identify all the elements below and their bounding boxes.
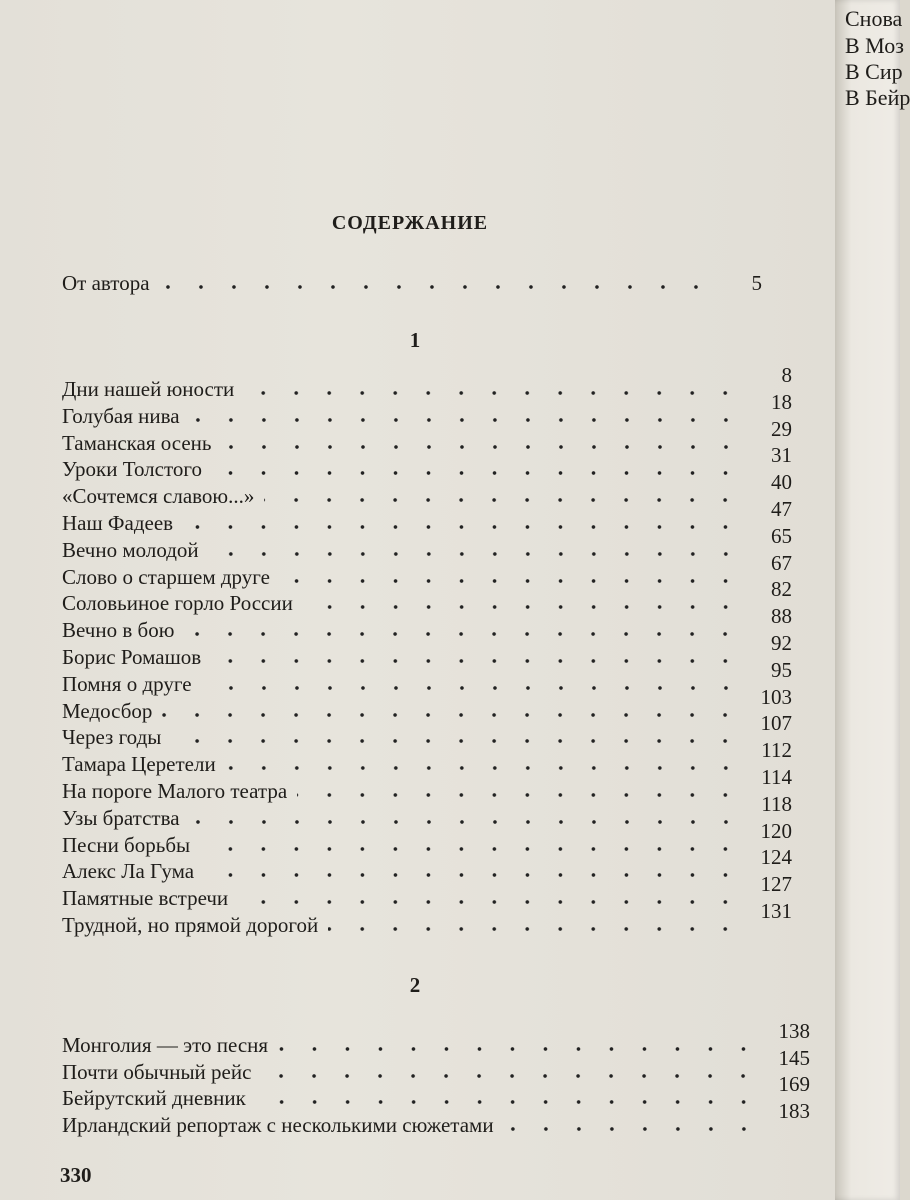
dot-leader (504, 1126, 760, 1132)
toc-entry-title: Трудной, но прямой дорогой (62, 913, 319, 937)
toc-entry-title: От автора (62, 271, 150, 295)
dot-leader (171, 738, 742, 744)
toc-entry-title: Вечно в бою (62, 618, 175, 643)
toc-entry-page: 120 (760, 818, 792, 843)
toc-entry-title: Через годы (62, 725, 162, 750)
toc-entry-title: Узы братства (62, 805, 180, 830)
toc-entry-page: 40 (771, 470, 792, 495)
toc-entry-page: 103 (760, 684, 792, 709)
toc-entry-title: Тамара Церетели (62, 752, 216, 777)
toc-entry-page: 18 (771, 389, 792, 414)
dot-leader (190, 417, 742, 423)
toc-entry-page: 107 (760, 711, 792, 736)
toc-entry-page: 183 (778, 1098, 810, 1123)
toc-entry-title: Медосбор (62, 698, 153, 723)
toc-entry-page: 67 (771, 550, 792, 575)
toc-entry-title: Наш Фадеев (62, 511, 174, 535)
toc-entry-title: Вечно молодой (62, 537, 199, 562)
toc-entry-title: «Сочтемся славою...» (62, 484, 255, 509)
toc-entry-title: Бейрутский дневник (62, 1086, 246, 1110)
dot-leader (297, 792, 742, 798)
toc-entry-page: 95 (771, 657, 792, 682)
toc-entry-page: 114 (761, 765, 792, 789)
toc-entry (62, 470, 792, 509)
contents-heading: СОДЕРЖАНИЕ (331, 212, 489, 234)
toc-entry-title: Уроки Толстого (62, 457, 202, 482)
toc-entry (62, 363, 792, 402)
toc-entry-page: 5 (751, 271, 762, 295)
toc-entry-title: Алекс Ла Гума (62, 859, 195, 884)
dot-leader (204, 872, 742, 878)
toc-entry (62, 497, 792, 536)
toc-entry (62, 1072, 810, 1111)
toc-entry-title: Ирландский репортаж с несколькими сюжетами (62, 1112, 494, 1137)
toc-entry-page: 169 (778, 1072, 810, 1096)
toc-entry-page: 112 (761, 738, 792, 763)
dot-leader (211, 658, 742, 664)
toc-entry-title: Песни борьбы (62, 832, 191, 857)
dot-leader (162, 712, 742, 718)
adjacent-page-word: В Моз (845, 33, 904, 58)
dot-leader (256, 1099, 760, 1105)
adjacent-page-edge (835, 0, 910, 1200)
dot-leader (226, 765, 742, 771)
adjacent-page-word: Снова (845, 6, 903, 31)
dot-leader (160, 284, 712, 290)
adjacent-page-word: В Бейр (845, 85, 910, 110)
toc-entry (62, 684, 792, 724)
section-number: 2 (409, 973, 421, 997)
toc-entry-title: Соловьиное горло России (62, 591, 293, 616)
toc-entry (62, 443, 792, 482)
toc-entry-title: Почти обычный рейс (62, 1059, 252, 1084)
toc-entry-page: 138 (778, 1019, 810, 1043)
toc-entry-title: На пороге Малого театра (62, 779, 288, 803)
toc-entry-page: 47 (771, 497, 792, 521)
toc-entry-page: 145 (778, 1045, 810, 1070)
toc-entry (62, 845, 792, 884)
section-number: 1 (409, 328, 421, 352)
toc-entry-page: 88 (771, 604, 792, 629)
toc-entry-title: Слово о старшем друге (62, 564, 270, 589)
dot-leader (183, 524, 742, 530)
dot-leader (278, 1046, 760, 1052)
toc-entry (62, 738, 792, 777)
dot-leader (264, 497, 742, 503)
toc-entry (62, 899, 792, 938)
toc-entry (62, 818, 792, 858)
toc-entry (62, 416, 792, 456)
toc-entry (62, 631, 792, 670)
dot-leader (238, 899, 742, 905)
dot-leader (261, 1073, 760, 1079)
toc-entry (62, 577, 792, 616)
toc-entry-page: 8 (781, 363, 792, 387)
dot-leader (280, 578, 742, 584)
toc-entry-page: 31 (771, 443, 792, 468)
toc-entry (62, 268, 762, 296)
toc-entry-page: 29 (771, 416, 792, 441)
toc-entry (62, 550, 792, 590)
toc-entry-title: Помня о друге (62, 671, 192, 696)
dot-leader (303, 604, 742, 610)
toc-entry-title: Монголия — это песня (62, 1033, 269, 1057)
toc-entry-page: 131 (760, 899, 792, 923)
dot-leader (209, 551, 742, 557)
toc-entry (62, 711, 792, 750)
toc-entry-title: Голубая нива (62, 403, 180, 428)
toc-entry-page: 82 (771, 577, 792, 602)
toc-entry-title: Таманская осень (62, 430, 212, 455)
dot-leader (200, 846, 742, 852)
dot-leader (184, 631, 742, 637)
toc-entry-page: 118 (761, 791, 792, 816)
dot-leader (328, 926, 742, 932)
toc-entry (62, 872, 792, 911)
toc-entry (62, 604, 792, 643)
dot-leader (244, 390, 742, 396)
dot-leader (202, 685, 742, 691)
toc-entry (62, 765, 792, 804)
toc-entry-page: 65 (771, 523, 792, 548)
toc-entry-title: Дни нашей юности (62, 377, 235, 401)
toc-entry-title: Борис Ромашов (62, 645, 202, 669)
toc-entry-page: 124 (760, 845, 792, 870)
adjacent-page-word: В Сир (845, 59, 903, 84)
page-number: 330 (60, 1163, 92, 1187)
toc-entry-title: Памятные встречи (62, 886, 229, 911)
dot-leader (212, 470, 742, 476)
toc-entry (62, 1019, 810, 1058)
toc-entry-page: 92 (771, 631, 792, 655)
toc-entry-page: 127 (760, 872, 792, 897)
dot-leader (190, 819, 742, 825)
dot-leader (222, 444, 742, 450)
